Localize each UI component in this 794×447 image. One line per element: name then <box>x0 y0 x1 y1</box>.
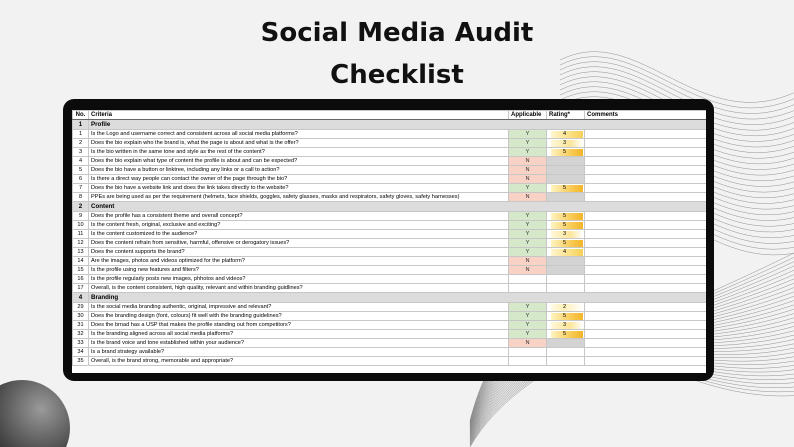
rating-cell[interactable] <box>547 330 585 339</box>
rating-value: 3 <box>551 140 583 147</box>
applicable-cell[interactable]: N <box>509 157 547 166</box>
comments-cell[interactable] <box>585 284 707 293</box>
row-number: 5 <box>73 166 89 175</box>
section-title: Content <box>89 202 707 212</box>
rating-value: 4 <box>551 249 583 256</box>
applicable-cell[interactable]: Y <box>509 330 547 339</box>
rating-cell[interactable] <box>547 239 585 248</box>
rating-cell[interactable] <box>547 148 585 157</box>
rating-cell[interactable] <box>547 130 585 139</box>
applicable-cell[interactable] <box>509 275 547 284</box>
row-number: 3 <box>73 148 89 157</box>
page-title <box>0 12 794 96</box>
comments-cell[interactable] <box>585 157 707 166</box>
header-rating: Rating* <box>547 111 585 120</box>
applicable-cell[interactable]: Y <box>509 321 547 330</box>
row-number: 14 <box>73 257 89 266</box>
table-row[interactable] <box>73 175 707 184</box>
rating-cell[interactable] <box>547 303 585 312</box>
table-row[interactable] <box>73 248 707 257</box>
criteria-cell[interactable]: PPEs are being used as per the requirement (helmets, face shields, goggles, safety glasses, masks and respirators, safety gloves, safety harnesses) <box>89 193 509 202</box>
criteria-cell[interactable]: Is the brand voice and tone established within your audience? <box>89 339 509 348</box>
comments-cell[interactable] <box>585 212 707 221</box>
rating-cell[interactable] <box>547 212 585 221</box>
rating-cell[interactable] <box>547 193 585 202</box>
rating-value: 4 <box>551 131 583 138</box>
criteria-cell[interactable]: Are the images, photos and videos optimized for the platform? <box>89 257 509 266</box>
criteria-cell[interactable]: Is the Logo and username correct and consistent across all social media platforms? <box>89 130 509 139</box>
rating-cell[interactable] <box>547 284 585 293</box>
criteria-cell[interactable]: Is the bio written in the same tone and style as the rest of the content? <box>89 148 509 157</box>
row-number: 17 <box>73 284 89 293</box>
applicable-cell[interactable]: Y <box>509 184 547 193</box>
rating-cell[interactable] <box>547 357 585 366</box>
comments-cell[interactable] <box>585 312 707 321</box>
title-line-1: Social Media Audit <box>260 18 534 48</box>
applicable-cell[interactable]: N <box>509 166 547 175</box>
section-row <box>73 293 707 303</box>
applicable-cell[interactable]: Y <box>509 148 547 157</box>
applicable-cell[interactable]: N <box>509 339 547 348</box>
table-row[interactable] <box>73 266 707 275</box>
comments-cell[interactable] <box>585 166 707 175</box>
applicable-cell[interactable] <box>509 284 547 293</box>
section-title: Branding <box>89 293 707 303</box>
applicable-cell[interactable]: N <box>509 257 547 266</box>
row-number: 34 <box>73 348 89 357</box>
table-row[interactable] <box>73 139 707 148</box>
comments-cell[interactable] <box>585 148 707 157</box>
row-number: 13 <box>73 248 89 257</box>
rating-value: 5 <box>551 149 583 156</box>
rating-value: 5 <box>551 213 583 220</box>
row-number: 7 <box>73 184 89 193</box>
comments-cell[interactable] <box>585 130 707 139</box>
row-number: 16 <box>73 275 89 284</box>
header-applicable: Applicable <box>509 111 547 120</box>
criteria-cell[interactable]: Is the profile regularly posts new images, phhotos and videos? <box>89 275 509 284</box>
row-number: 2 <box>73 139 89 148</box>
applicable-cell[interactable] <box>509 348 547 357</box>
rating-cell[interactable] <box>547 184 585 193</box>
criteria-cell[interactable]: Is the branding aligned across all social media platforms? <box>89 330 509 339</box>
comments-cell[interactable] <box>585 275 707 284</box>
criteria-cell[interactable]: Does the bio have a button or linktree, including any links or a call to action? <box>89 166 509 175</box>
section-title: Profile <box>89 120 707 130</box>
applicable-cell[interactable]: Y <box>509 312 547 321</box>
criteria-cell[interactable]: Overall, is the brand strong, memorable and appropriate? <box>89 357 509 366</box>
table-row[interactable] <box>73 230 707 239</box>
table-row[interactable] <box>73 257 707 266</box>
decorative-orb <box>0 380 70 447</box>
comments-cell[interactable] <box>585 175 707 184</box>
rating-cell[interactable] <box>547 221 585 230</box>
table-row[interactable] <box>73 166 707 175</box>
table-row[interactable] <box>73 303 707 312</box>
rating-value: 5 <box>551 240 583 247</box>
rating-value: 2 <box>551 304 583 311</box>
criteria-cell[interactable]: Does the bio have a website link and does the link takes directly to the website? <box>89 184 509 193</box>
table-row[interactable] <box>73 221 707 230</box>
rating-cell[interactable] <box>547 312 585 321</box>
row-number: 33 <box>73 339 89 348</box>
row-number: 6 <box>73 175 89 184</box>
rating-value: 5 <box>551 331 583 338</box>
table-body <box>73 120 707 366</box>
applicable-cell[interactable]: N <box>509 193 547 202</box>
section-number: 2 <box>73 202 89 212</box>
row-number: 8 <box>73 193 89 202</box>
applicable-cell[interactable]: Y <box>509 230 547 239</box>
rating-value: 5 <box>551 313 583 320</box>
row-number: 29 <box>73 303 89 312</box>
table-row[interactable] <box>73 357 707 366</box>
rating-cell[interactable] <box>547 266 585 275</box>
criteria-cell[interactable]: Is the social media branding authentic, original, impressive and relevant? <box>89 303 509 312</box>
table-row[interactable] <box>73 212 707 221</box>
rating-cell[interactable] <box>547 275 585 284</box>
rating-cell[interactable] <box>547 157 585 166</box>
comments-cell[interactable] <box>585 139 707 148</box>
row-number: 31 <box>73 321 89 330</box>
table-row[interactable] <box>73 284 707 293</box>
comments-cell[interactable] <box>585 221 707 230</box>
row-number: 12 <box>73 239 89 248</box>
rating-cell[interactable] <box>547 257 585 266</box>
row-number: 9 <box>73 212 89 221</box>
criteria-cell[interactable]: Is the profile using new features and filters? <box>89 266 509 275</box>
comments-cell[interactable] <box>585 184 707 193</box>
comments-cell[interactable] <box>585 266 707 275</box>
comments-cell[interactable] <box>585 321 707 330</box>
criteria-cell[interactable]: Does the brnad has a USP that makes the profile standing out from competitors? <box>89 321 509 330</box>
section-row <box>73 120 707 130</box>
table-row[interactable] <box>73 157 707 166</box>
header-row <box>73 111 707 120</box>
criteria-cell[interactable]: Does the bio explain what type of content the profile is about and can be expected? <box>89 157 509 166</box>
row-number: 1 <box>73 130 89 139</box>
applicable-cell[interactable]: Y <box>509 130 547 139</box>
criteria-cell[interactable]: Is the content customized to the audience? <box>89 230 509 239</box>
applicable-cell[interactable]: Y <box>509 239 547 248</box>
table-row[interactable] <box>73 184 707 193</box>
rating-cell[interactable] <box>547 175 585 184</box>
comments-cell[interactable] <box>585 348 707 357</box>
comments-cell[interactable] <box>585 193 707 202</box>
comments-cell[interactable] <box>585 330 707 339</box>
criteria-cell[interactable]: Does the content supports the brand? <box>89 248 509 257</box>
rating-value: 3 <box>551 231 583 238</box>
title-line-2: Checklist <box>330 60 464 90</box>
row-number: 32 <box>73 330 89 339</box>
table-row[interactable] <box>73 339 707 348</box>
comments-cell[interactable] <box>585 357 707 366</box>
table-row[interactable] <box>73 239 707 248</box>
rating-cell[interactable] <box>547 348 585 357</box>
section-number: 4 <box>73 293 89 303</box>
criteria-cell[interactable]: Is the content fresh, original, exclusive and exciting? <box>89 221 509 230</box>
rating-cell[interactable] <box>547 139 585 148</box>
rating-value: 5 <box>551 185 583 192</box>
criteria-cell[interactable]: Does the branding design (font, colours) fit well with the branding guidelines? <box>89 312 509 321</box>
table-row[interactable] <box>73 275 707 284</box>
applicable-cell[interactable]: Y <box>509 248 547 257</box>
row-number: 10 <box>73 221 89 230</box>
header-criteria: Criteria <box>89 111 509 120</box>
criteria-cell[interactable]: Does the profile has a consistent theme and overall concept? <box>89 212 509 221</box>
rating-cell[interactable] <box>547 248 585 257</box>
criteria-cell[interactable]: Overall, is the content consistent, high quality, relevant and within branding guidlines? <box>89 284 509 293</box>
applicable-cell[interactable]: Y <box>509 303 547 312</box>
comments-cell[interactable] <box>585 339 707 348</box>
table-row[interactable] <box>73 330 707 339</box>
spreadsheet[interactable] <box>72 110 706 373</box>
rating-cell[interactable] <box>547 339 585 348</box>
row-number: 15 <box>73 266 89 275</box>
rating-cell[interactable] <box>547 230 585 239</box>
applicable-cell[interactable]: Y <box>509 139 547 148</box>
applicable-cell[interactable]: N <box>509 175 547 184</box>
table-row[interactable] <box>73 321 707 330</box>
row-number: 30 <box>73 312 89 321</box>
rating-cell[interactable] <box>547 166 585 175</box>
criteria-cell[interactable]: Does the bio explain who the brand is, what the page is about and what is the offer? <box>89 139 509 148</box>
criteria-cell[interactable]: Is there a direct way people can contact the owner of the page through the bio? <box>89 175 509 184</box>
comments-cell[interactable] <box>585 239 707 248</box>
comments-cell[interactable] <box>585 303 707 312</box>
rating-value: 5 <box>551 222 583 229</box>
rating-value: 3 <box>551 322 583 329</box>
applicable-cell[interactable]: Y <box>509 212 547 221</box>
criteria-cell[interactable]: Is a brand strategy available? <box>89 348 509 357</box>
row-number: 35 <box>73 357 89 366</box>
table-row[interactable] <box>73 193 707 202</box>
table-row[interactable] <box>73 348 707 357</box>
comments-cell[interactable] <box>585 257 707 266</box>
header-no: No. <box>73 111 89 120</box>
audit-table <box>72 110 706 366</box>
section-number: 1 <box>73 120 89 130</box>
row-number: 4 <box>73 157 89 166</box>
rating-cell[interactable] <box>547 321 585 330</box>
applicable-cell[interactable] <box>509 357 547 366</box>
table-row[interactable] <box>73 148 707 157</box>
header-comments: Comments <box>585 111 707 120</box>
applicable-cell[interactable]: N <box>509 266 547 275</box>
comments-cell[interactable] <box>585 248 707 257</box>
criteria-cell[interactable]: Does the content refrain from sensitive, harmful, offensive or derogatory issues? <box>89 239 509 248</box>
table-row[interactable] <box>73 130 707 139</box>
section-row <box>73 202 707 212</box>
table-row[interactable] <box>73 312 707 321</box>
applicable-cell[interactable]: Y <box>509 221 547 230</box>
comments-cell[interactable] <box>585 230 707 239</box>
row-number: 11 <box>73 230 89 239</box>
